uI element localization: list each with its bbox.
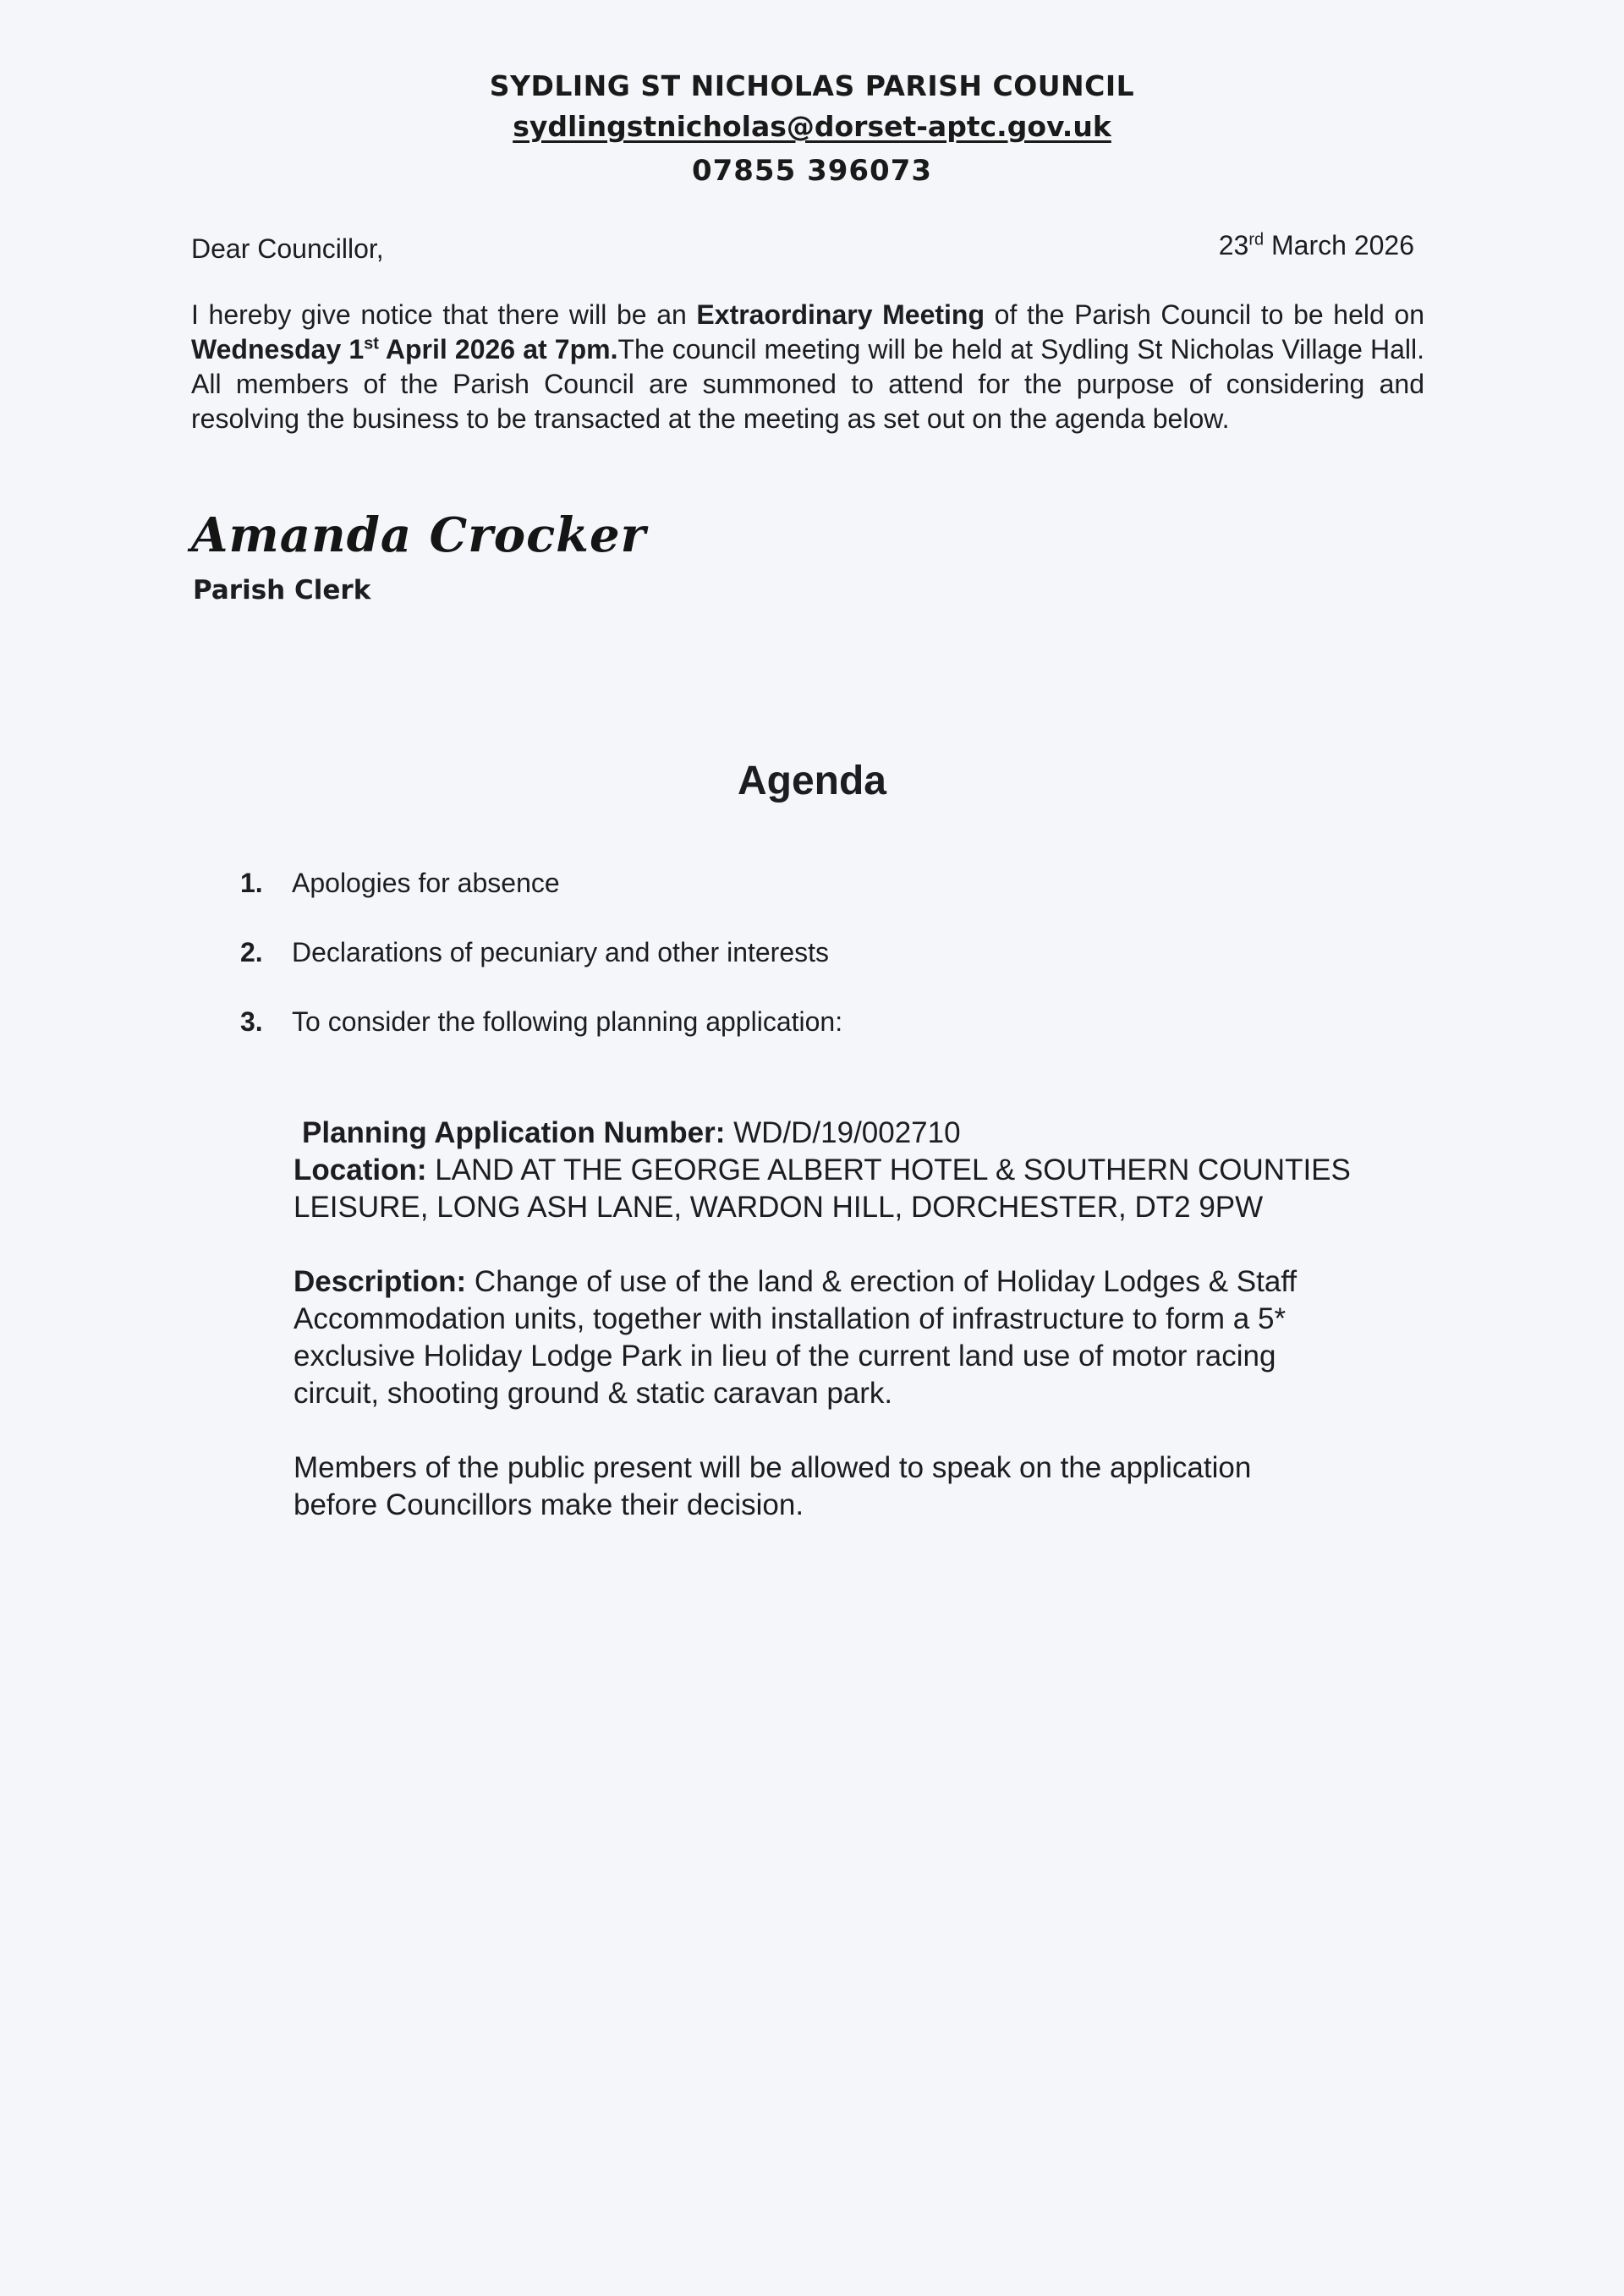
council-name: SYDLING ST NICHOLAS PARISH COUNCIL [489, 69, 1135, 102]
clerk-role: Parish Clerk [193, 575, 371, 606]
meeting-notice [191, 298, 1424, 436]
description-label: Description: [294, 1265, 467, 1298]
notice-date-suffix: st [364, 334, 379, 353]
public-speaking-line-2: before Councillors make their decision. [294, 1488, 804, 1521]
notice-text-2: of the Parish Council to be held on [985, 299, 1425, 330]
letter-date [1219, 230, 1414, 261]
notice-text-1: I hereby give notice that there will be an [191, 299, 697, 330]
date-day: 23 [1218, 230, 1249, 260]
notice-meeting-type: Extraordinary Meeting [696, 299, 985, 330]
salutation: Dear Councillor, [191, 233, 384, 264]
description-line-3: exclusive Holiday Lodge Park in lieu of the current land use of motor racing [294, 1340, 1276, 1373]
clerk-signature: Amanda Crocker [191, 507, 647, 563]
council-phone: 07855 396073 [691, 154, 933, 188]
notice-meeting-date [191, 334, 617, 364]
agenda-item-number: 1. [240, 868, 263, 898]
agenda-item-text: Apologies for absence [292, 868, 560, 898]
agenda-item-number: 3. [240, 1006, 263, 1037]
spacer [294, 1226, 1444, 1263]
agenda-item-text: To consider the following planning application: [292, 1006, 843, 1037]
application-number-value: WD/D/19/002710 [725, 1116, 961, 1149]
notice-date-b: April 2026 at 7pm. [378, 334, 618, 364]
application-number-line [294, 1115, 1444, 1152]
description-value-1: Change of use of the land & erection of Holiday Lodges & Staff [466, 1265, 1298, 1298]
notice-text-3: The council meeting will be held at Sydling St Nicholas Village Hall. All members of the Parish Council are summoned to attend for the purpose of considering and resolving the business to be transacted at the meeting as set out on the agenda below. [191, 334, 1425, 434]
agenda-item-text: Declarations of pecuniary and other interests [292, 937, 830, 967]
description-line-1 [294, 1263, 1444, 1301]
planning-application [294, 1115, 1444, 1524]
application-number-label: Planning Application Number: [302, 1116, 726, 1149]
location-label: Location: [294, 1153, 427, 1186]
location-value-1: LAND AT THE GEORGE ALBERT HOTEL & SOUTHERN COUNTIES [426, 1153, 1351, 1186]
description-line-4: circuit, shooting ground & static caravan park. [294, 1377, 893, 1410]
location-line-1 [294, 1152, 1444, 1189]
agenda-item-number: 2. [240, 937, 263, 967]
date-rest: March 2026 [1271, 230, 1414, 260]
notice-date-a: Wednesday 1 [191, 334, 365, 364]
council-email: sydlingstnicholas@dorset-aptc.gov.uk [513, 110, 1111, 143]
public-speaking-line-1: Members of the public present will be allowed to speak on the application [294, 1451, 1252, 1484]
agenda-title: Agenda [737, 759, 886, 803]
date-suffix: rd [1248, 230, 1265, 249]
location-line-2: LEISURE, LONG ASH LANE, WARDON HILL, DORCHESTER, DT2 9PW [294, 1191, 1264, 1224]
description-line-2: Accommodation units, together with installation of infrastructure to form a 5* [294, 1302, 1287, 1335]
spacer [294, 1412, 1444, 1449]
